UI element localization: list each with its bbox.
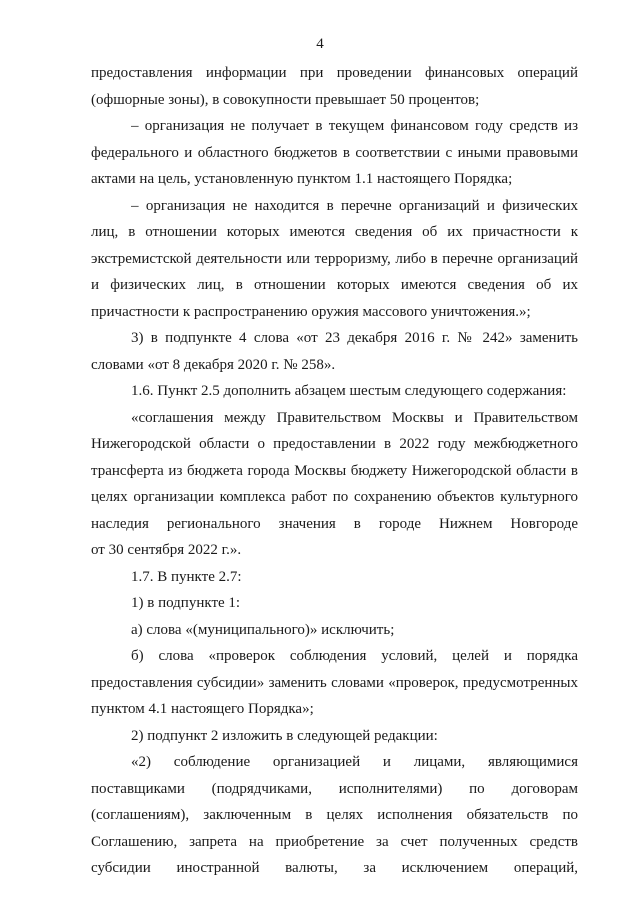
text-line: 2) подпункт 2 изложить в следующей редакции:	[131, 727, 438, 744]
text-line: 1) в подпункте 1:	[131, 595, 241, 611]
text-line: а) слова «(муниципального)» исключить;	[131, 621, 395, 638]
text-line: наследия регионального значения в городе Нижнем Новгороде	[91, 515, 578, 532]
text-line: «2) соблюдение организацией и лицами, являющимися	[131, 754, 578, 770]
text-line: предоставления информации при проведении финансовых операций	[91, 65, 578, 81]
text-line: Нижегородской области о предоставлении в 2022 году межбюджетного	[91, 436, 578, 452]
text-line: «соглашения между Правительством Москвы и Правительством	[131, 409, 578, 426]
text-line: и физических лиц, в отношении которых имеются сведения об их	[91, 277, 578, 293]
text-line: трансферта из бюджета города Москвы бюджету Нижегородской области в	[91, 462, 578, 479]
text-line: б) слова «проверок соблюдения условий, целей и порядка	[131, 648, 578, 664]
text-line: экстремистской деятельности или терроризму, либо в перечне организаций	[91, 250, 578, 267]
text-line: (офшорные зоны), в совокупности превышает 50 процентов;	[91, 91, 480, 108]
text-line: Соглашению, запрета на приобретение за счет полученных средств	[91, 833, 578, 850]
text-line: – организация не получает в текущем финансовом году средств из	[131, 118, 578, 134]
text-line: федерального и областного бюджетов в соответствии с иными правовыми	[91, 144, 578, 161]
page-number: 4	[316, 36, 324, 52]
text-line: 1.7. В пункте 2.7:	[131, 568, 242, 585]
text-line: причастности к распространению оружия массового уничтожения.»;	[91, 303, 531, 320]
text-line: актами на цель, установленную пунктом 1.1 настоящего Порядка;	[91, 171, 513, 187]
text-line: от 30 сентября 2022 г.».	[91, 542, 242, 558]
text-line: целях организации комплекса работ по сохранению объектов культурного	[91, 489, 578, 505]
text-line: пунктом 4.1 настоящего Порядка»;	[91, 701, 314, 717]
text-line: поставщиками (подрядчиками, исполнителями) по договорам	[91, 780, 578, 797]
text-line: словами «от 8 декабря 2020 г. № 258».	[91, 356, 336, 373]
text-line: – организация не находится в перечне организаций и физических	[131, 197, 578, 214]
text-line: лиц, в отношении которых имеются сведения об их причастности к	[91, 224, 578, 240]
text-line: 1.6. Пункт 2.5 дополнить абзацем шестым следующего содержания:	[131, 383, 567, 399]
text-line: предоставления субсидии» заменить словами «проверок, предусмотренных	[91, 674, 578, 691]
text-line: (соглашениям), заключенным в целях исполнения обязательств по	[91, 807, 578, 823]
text-line: субсидии иностранной валюты, за исключением операций,	[91, 860, 578, 876]
text-line: 3) в подпункте 4 слова «от 23 декабря 2016 г. № 242» заменить	[131, 330, 578, 346]
